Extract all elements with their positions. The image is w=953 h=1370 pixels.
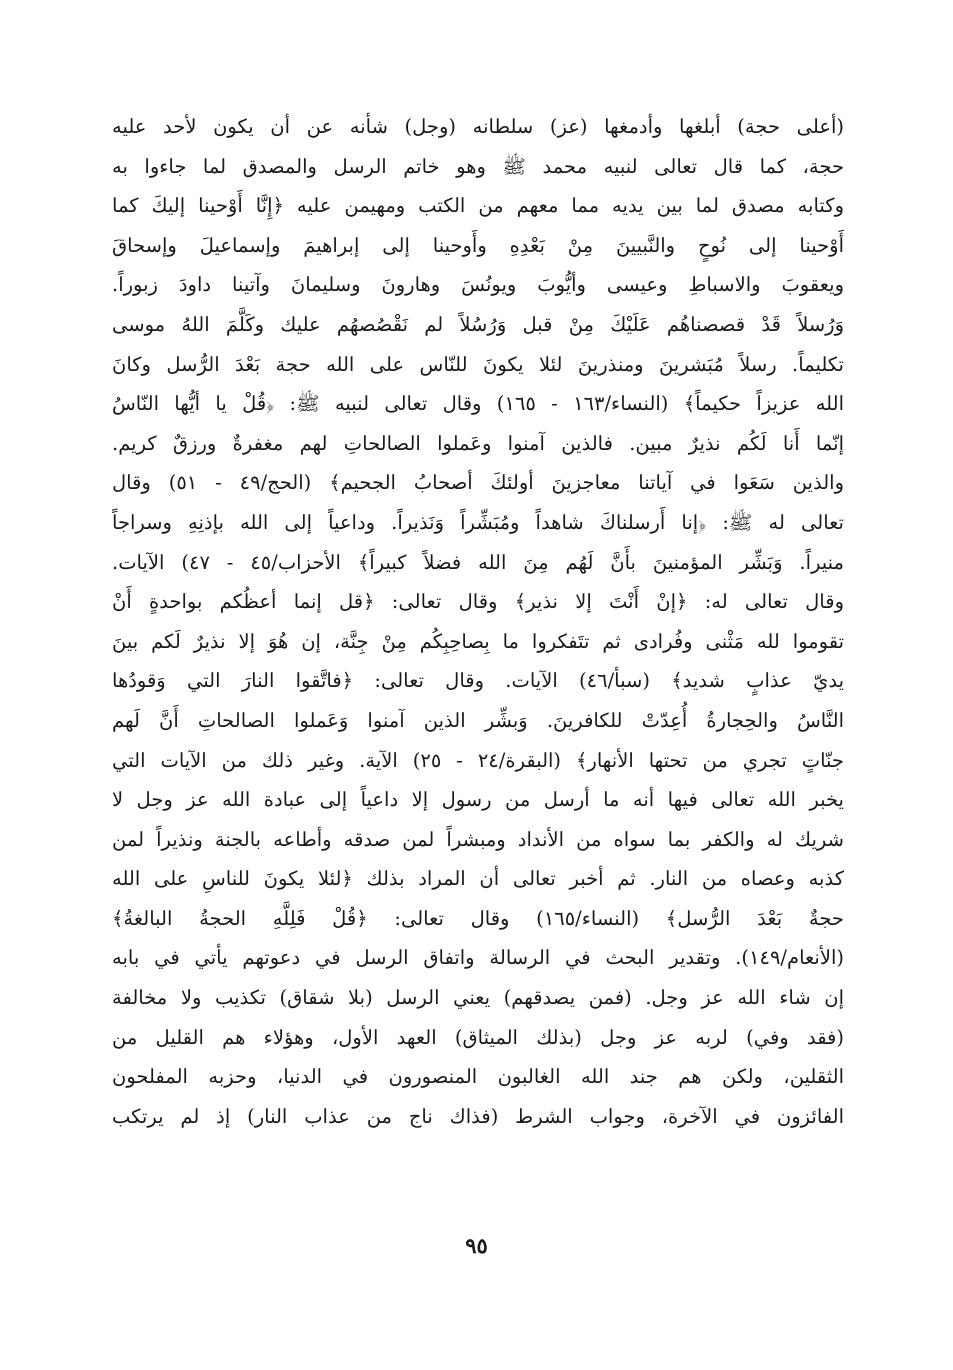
text-line: (فقد وفي) لربه عز وجل (بذلك الميثاق) العهد الأول، وهؤلاء هم القليل من — [112, 1025, 844, 1049]
text-line: إن شاء الله عز وجل. (فمن يصدقهم) يعني الرسل (بلا شقاق) تكذيب ولا مخالفة — [112, 986, 844, 1010]
text-line: جنّاتٍ تجري من تحتها الأنهار﴾ (البقرة/٢٤ - ٢٥) الآية. وغير ذلك من الآيات التي — [112, 748, 844, 772]
text-line: الثقلين، ولكن هم جند الله الغالبون المنصورون في الدنيا، وحزبه المفلحون — [112, 1065, 844, 1089]
text-line: (الأنعام/١٤٩). وتقدير البحث في الرسالة واتفاق الرسل في دعوتهم يأتي في بابه — [112, 946, 844, 970]
text-line: وَرُسلاً قَدْ قصصناهُم عَلَيْكَ مِنْ قبل وَرُسُلاً لم نَقْصُصهُم عليك وكَلَّمَ اللهُ موسى — [112, 312, 844, 336]
text-line: وقال تعالى له: ﴿إنْ أَنْتَ إلا نذير﴾ وقال تعالى: ﴿قل إنما أعظُكم بواحدةٍ أَنْ — [112, 590, 844, 614]
body-text — [112, 107, 844, 1136]
text-line: حجة، كما قال تعالى لنبيه محمد ﷺ وهو خاتم الرسل والمصدق لما جاءوا به — [112, 154, 844, 178]
text-line: أَوْحينا إلى نُوحٍ والنَّبيينَ مِنْ بَعْدِهِ وأَوحينا إلى إبراهيمَ وإسماعيلَ وإسحاقَ — [112, 233, 844, 257]
text-line: وكتابه مصدق لما بين يديه مما معهم من الكتب ومهيمن عليه ﴿إِنَّا أَوْحينا إليكَ كما — [112, 194, 844, 218]
page-number: ٩٥ — [465, 1233, 488, 1258]
text-line: منيراً. وَبَشِّر المؤمنينَ بأَنَّ لَهُم مِنَ الله فضلاً كبيراً﴾ الأحزاب/٤٥ - ٤٧) الآيات. — [112, 550, 844, 574]
text-line: تعالى له ﷺ: ﴿إنا أَرسلناكَ شاهداً ومُبَشِّراً وَنَذيراً. وداعياً إلى الله بإذنِهِ وسراجاً — [112, 510, 844, 534]
text-line: تكليماً. رسلاً مُبَشرينَ ومنذرينَ لئلا يكونَ للنّاس على الله حجة بَعْدَ الرُّسل وكانَ — [112, 352, 844, 376]
text-line: حجةٌ بَعْدَ الرُّسل﴾ (النساء/١٦٥) وقال تعالى: ﴿قُلْ فَلِلَّهِ الحجةُ البالغةُ﴾ — [112, 906, 844, 930]
text-line: النَّاسُ والحِجارةُ أُعِدّتْ للكافرينَ. وَبشِّر الذين آمنوا وَعَملوا الصالحاتِ أَنَّ لَهم — [112, 708, 844, 732]
text-line: ويعقوبَ والاسباطِ وعيسى وأيُّوبَ ويونُسَ وهارونَ وسليمانَ وآتينا داودَ زبوراً. — [112, 273, 844, 297]
text-line: والذين سَعَوا في آياتنا معاجزينَ أولئكَ أصحابُ الجحيم﴾ (الحج/٤٩ - ٥١) وقال — [112, 471, 844, 495]
text-line: شريك له والكفر بما سواه من الأنداد ومبشراً لمن صدقه وأطاعه بالجنة ونذيراً لمن — [112, 827, 844, 851]
text-line: (أعلى حجة) أبلغها وأدمغها (عز) سلطانه (وجل) شأنه عن أن يكون لأحد عليه — [112, 115, 844, 138]
text-line: إنّما أَنا لَكُم نذيرٌ مبين. فالذين آمنوا وعَملوا الصالحاتِ لهم مغفرةٌ ورزقٌ كريم. — [112, 431, 844, 455]
text-line: يخبر الله تعالى فيها أنه ما أرسل من رسول إلا داعياً إلى عبادة الله عز وجل لا — [112, 788, 844, 812]
text-line: كذبه وعصاه من النار. ثم أخبر تعالى أن المراد بذلك ﴿لئلا يكونَ للناسِ على الله — [112, 867, 844, 891]
text-line: تقوموا لله مَثْنى وفُرادى ثم تتَفكروا ما بِصاحِبِكُم مِنْ جِنَّة، إن هُوَ إلا نذيرٌ لَكم بينَ — [112, 629, 844, 653]
text-line: يديّ عذابٍ شديد﴾ (سبأ/٤٦) الآيات. وقال تعالى: ﴿فاتَّقوا النارَ التي وَقودُها — [112, 669, 844, 693]
text-line: الفائزون في الآخرة، وجواب الشرط (فذاك ناج من عذاب النار) إذ لم يرتكب — [112, 1104, 844, 1128]
text-line: الله عزيزاً حكيماً﴾ (النساء/١٦٣ - ١٦٥) وقال تعالى لنبيه ﷺ: ﴿قُلْ يا أيُّها النّاسُ — [112, 392, 844, 416]
